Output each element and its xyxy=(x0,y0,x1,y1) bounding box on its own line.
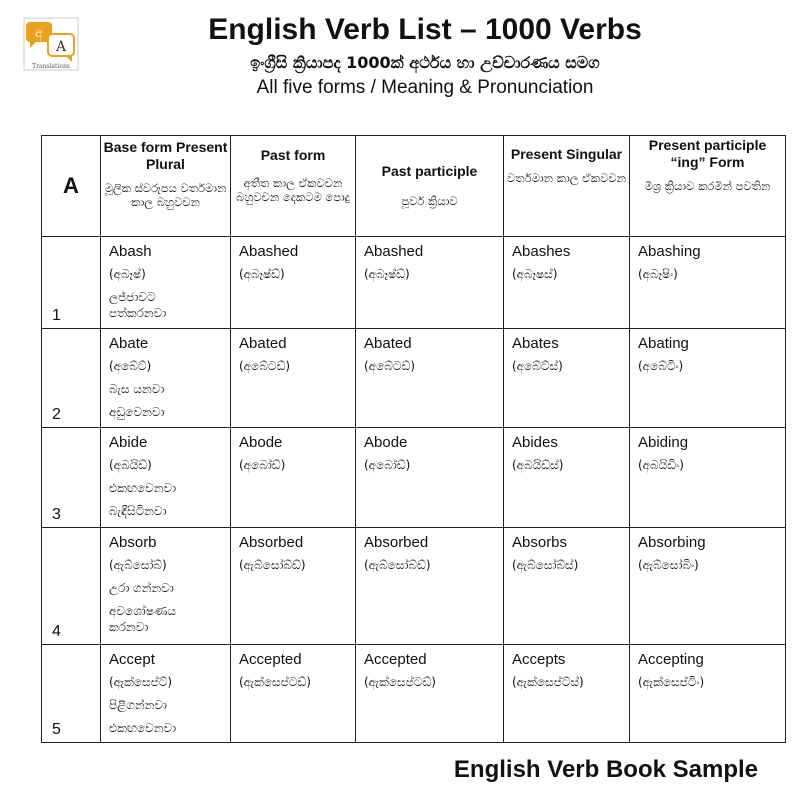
past-participle-pronunciation: (අබේටඩ්) xyxy=(364,359,416,373)
meaning-line: උරා ගන්නවා xyxy=(109,581,174,595)
table-row xyxy=(42,528,786,645)
column-header-en: Base form Present Plural xyxy=(103,139,228,172)
column-header-si: මූලික ස්වරූපය වර්තමාන කාල බහුවචන xyxy=(104,181,227,209)
meaning-line: අවශෝෂණය xyxy=(109,604,176,618)
table-header-row xyxy=(42,136,786,237)
table-row xyxy=(42,329,786,428)
page-subtitle-sinhala: ඉංග්‍රීසි ක්‍රියාපද 1000ක් අර්ථය හා උච්චාරණය සමග xyxy=(250,53,600,72)
past-form-cell xyxy=(231,237,356,329)
column-header-en: Past form xyxy=(260,147,326,163)
past-form-cell xyxy=(231,528,356,645)
meaning-line: බැස යනවා xyxy=(109,382,165,396)
base-pronunciation: (ඇක්සෙප්ට්) xyxy=(109,675,173,689)
ing-form-cell xyxy=(630,329,786,428)
page-title: English Verb List – 1000 Verbs xyxy=(208,13,642,46)
past-participle-cell xyxy=(356,645,504,743)
base-pronunciation: (අබයිඩ්) xyxy=(109,458,152,472)
past-form: Abashed xyxy=(239,243,299,260)
base-form-cell xyxy=(101,645,231,743)
letter-cell xyxy=(42,136,101,237)
past-participle-cell xyxy=(356,237,504,329)
ing-form: Abating xyxy=(638,335,689,352)
past-pronunciation: (අබෑෂ්ඩ්) xyxy=(239,267,285,281)
past-participle-pronunciation: (අබෑෂ්ඩ්) xyxy=(364,267,410,281)
base-pronunciation: (අබෑෂ්) xyxy=(109,267,146,281)
past-form: Abode xyxy=(239,434,283,451)
column-header xyxy=(356,136,504,237)
verb-table xyxy=(41,135,786,743)
column-header xyxy=(231,136,356,237)
column-header xyxy=(504,136,630,237)
past-participle: Abode xyxy=(364,434,408,451)
base-pronunciation: (අබේට්) xyxy=(109,359,152,373)
ing-pronunciation: (ඇබ්සෝබිං) xyxy=(638,558,699,572)
row-number: 4 xyxy=(42,528,101,645)
past-participle-cell xyxy=(356,329,504,428)
ing-form-cell xyxy=(630,237,786,329)
present-singular-cell xyxy=(504,237,630,329)
base-form-cell xyxy=(101,237,231,329)
logo-letter-si: අ xyxy=(34,26,44,41)
ing-pronunciation: (අබයිඩිං) xyxy=(638,458,684,472)
column-header-en: Present Singular xyxy=(510,146,623,162)
logo-letter-en: A xyxy=(55,39,67,55)
base-form: Abash xyxy=(109,243,152,260)
section-letter: A xyxy=(63,173,79,198)
base-form: Accept xyxy=(109,651,155,668)
logo-brand: Translations xyxy=(32,63,70,70)
present-singular-cell xyxy=(504,645,630,743)
column-header-en: Present participle “ing” Form xyxy=(648,137,767,170)
present-singular: Abates xyxy=(512,335,559,352)
meaning-line: අඩුවෙනවා xyxy=(109,405,165,419)
meaning-line: පත්කරනවා xyxy=(109,306,167,320)
table-row xyxy=(42,237,786,329)
past-participle: Absorbed xyxy=(364,534,429,551)
column-header-si: පූර්ව ක්‍රියාව xyxy=(401,194,458,208)
past-pronunciation: (අබේටඩ්) xyxy=(239,359,291,373)
column-header-en: Past participle xyxy=(381,163,478,179)
past-participle-pronunciation: (අබෝඩ්) xyxy=(364,458,411,472)
ing-form-cell xyxy=(630,528,786,645)
base-form-cell xyxy=(101,528,231,645)
column-header xyxy=(101,136,231,237)
meaning-line: කරනවා xyxy=(109,620,149,634)
present-singular-cell xyxy=(504,329,630,428)
past-form-cell xyxy=(231,645,356,743)
past-pronunciation: (ඇක්සෙප්ටඩ්) xyxy=(239,675,311,689)
page-subtitle-english: All five forms / Meaning & Pronunciation xyxy=(256,77,594,98)
present-singular: Absorbs xyxy=(512,534,568,551)
past-participle-cell xyxy=(356,428,504,528)
base-form: Abate xyxy=(109,335,149,352)
present-singular-pronunciation: (අබයිඩ්ස්) xyxy=(512,458,564,472)
meaning-line: බැඳීසිටිනවා xyxy=(109,504,167,518)
base-form-cell xyxy=(101,428,231,528)
page-header xyxy=(0,10,800,100)
meaning-line: එකඟවෙනවා xyxy=(109,481,177,495)
base-form: Abide xyxy=(109,434,148,451)
past-form: Absorbed xyxy=(239,534,304,551)
ing-form-cell xyxy=(630,645,786,743)
ing-form: Abashing xyxy=(638,243,701,260)
column-header-si: අතීත කාල ඒකවචන බහුවචන දෙකටම පොදු xyxy=(236,176,350,204)
past-form: Accepted xyxy=(239,651,302,668)
footer-caption: English Verb Book Sample xyxy=(453,756,758,783)
meaning-line: එකඟවෙනවා xyxy=(109,721,177,735)
present-singular-cell xyxy=(504,528,630,645)
past-participle: Abashed xyxy=(364,243,424,260)
row-number: 2 xyxy=(42,329,101,428)
present-singular-pronunciation: (ඇබ්සෝබ්ස්) xyxy=(512,558,579,572)
column-header-si: වර්තමාන කාල ඒකවචන xyxy=(507,171,626,185)
past-participle-pronunciation: (ඇක්සෙප්ටඩ්) xyxy=(364,675,436,689)
base-form: Absorb xyxy=(109,534,157,551)
base-pronunciation: (ඇබ්සෝබ්) xyxy=(109,558,167,572)
past-participle: Accepted xyxy=(364,651,427,668)
row-number: 1 xyxy=(42,237,101,329)
ing-form: Absorbing xyxy=(638,534,706,551)
past-participle-cell xyxy=(356,528,504,645)
present-singular: Abashes xyxy=(512,243,571,260)
present-singular: Abides xyxy=(512,434,558,451)
ing-pronunciation: (අබෑෂිං) xyxy=(638,267,678,281)
past-pronunciation: (අබෝඩ්) xyxy=(239,458,286,472)
column-header-si: මිශ්‍ර ක්‍රියාව කරමින් පවතින xyxy=(644,179,771,193)
past-participle-pronunciation: (ඇබ්සෝබ්ඩ්) xyxy=(364,558,431,572)
ing-form: Abiding xyxy=(638,434,689,451)
present-singular-cell xyxy=(504,428,630,528)
ing-form-cell xyxy=(630,428,786,528)
row-number: 5 xyxy=(42,645,101,743)
past-form-cell xyxy=(231,428,356,528)
past-form: Abated xyxy=(239,335,287,352)
present-singular: Accepts xyxy=(512,651,566,668)
row-number: 3 xyxy=(42,428,101,528)
ing-pronunciation: (ඇක්සෙප්ටිං) xyxy=(638,675,705,689)
past-form-cell xyxy=(231,329,356,428)
table-row xyxy=(42,428,786,528)
ing-pronunciation: (අබේටිං) xyxy=(638,359,684,373)
meaning-line: ලජ්ජාවට xyxy=(109,290,156,304)
present-singular-pronunciation: (අබෑෂස්) xyxy=(512,267,558,281)
present-singular-pronunciation: (ඇක්සෙප්ට්ස්) xyxy=(512,675,584,689)
base-form-cell xyxy=(101,329,231,428)
ing-form: Accepting xyxy=(638,651,704,668)
column-header xyxy=(630,136,786,237)
meaning-line: පිළිගන්නවා xyxy=(109,698,167,712)
table-row xyxy=(42,645,786,743)
past-pronunciation: (ඇබ්සෝබ්ඩ්) xyxy=(239,558,306,572)
past-participle: Abated xyxy=(364,335,412,352)
present-singular-pronunciation: (අබේට්ස්) xyxy=(512,359,563,373)
